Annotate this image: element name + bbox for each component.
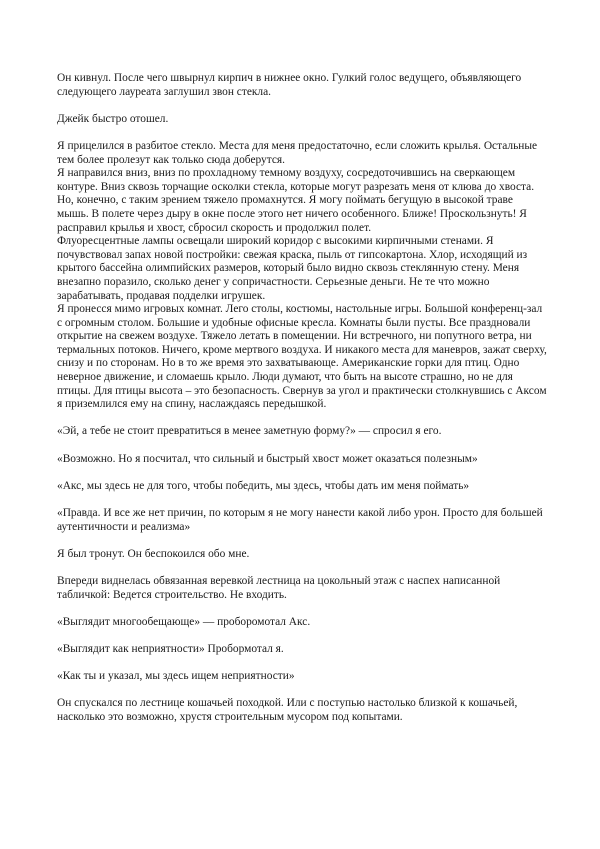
paragraph: Я прицелился в разбитое стекло. Места для меня предостаточно, если сложить крылья. Остальные тем более пролезут как только сюда доберутся.	[57, 139, 538, 166]
paragraph: Он кивнул. После чего швырнул кирпич в нижнее окно. Гулкий голос ведущего, объявляющего следующего лауреата заглушил звон стекла.	[57, 72, 522, 98]
paragraph: Впереди виднелась обвязанная веревкой лестница на цокольный этаж с наспех написанной табличкой: Ведется строительство. Не входить.	[57, 574, 501, 601]
paragraph: Я пронесся мимо игровых комнат. Лего столы, костюмы, настольные игры. Большой конференц-зал с огромным столом. Большие и удобные офисные кресла. Комнаты были пусты. Все праздновали открытие на свежем воздухе. Тяжело летать в помещении. Ни встречного, ни попутного ветра, ни термальных потоков. Ничего, кроме мертвого воздуха. И никакого места для маневров, зажат сверху, снизу и по сторонам. Но в то же время это захватывающе. Американские горки для птиц. Одно неверное движение, и сломаешь крыло. Люди думают, что быть на высоте страшно, но не для птицы. Для птицы высота – это безопасность. Свернув за угол и практически столкнувшись с Аксом я приземлился ему на спину, наслаждаясь передышкой.	[57, 303, 547, 411]
paragraph: Он спускался по лестнице кошачьей походкой. Или с поступью настолько близкой к кошачьей, насколько это возможно, хрустя строительным мусором под копытами.	[57, 697, 518, 723]
paragraph: Флуоресцентные лампы освещали широкий коридор с высокими кирпичными стенами. Я почувствовал запах новой постройки: свежая краска, пыль от гипсокартона. Хлор, исходящий из крытого бассейна олимпийских размеров, который было видно сквозь стеклянную стену. Меня внезапно поразило, сколько денег у сопричастности. Серьезные деньги. Не те что можно зарабатывать, продавая подделки игрушек.	[57, 235, 528, 302]
paragraph: «Акс, мы здесь не для того, чтобы победить, мы здесь, чтобы дать им меня поймать»	[57, 479, 470, 492]
paragraph: Я был тронут. Он беспокоился обо мне.	[57, 547, 250, 560]
paragraph: «Выглядит как неприятности» Пробормотал я.	[57, 642, 284, 655]
paragraph: «Возможно. Но я посчитал, что сильный и быстрый хвост может оказаться полезным»	[57, 452, 478, 465]
paragraph: «Правда. И все же нет причин, по которым я не могу нанести какой либо урон. Просто для большей аутентичности и реализма»	[57, 507, 543, 533]
paragraph: «Выглядит многообещающе» — проборомотал Акс.	[57, 615, 311, 628]
paragraph: Я направился вниз, вниз по прохладному темному воздуху, сосредоточившись на сверкающем контуре. Вниз сквозь торчащие осколки стекла, которые могут разрезать меня от клюва до хвоста. Но, конечно, с таким зрением тяжело промахнутся. Я могу поймать бегущую в высокой траве мышь. В полете через дыру в окне после этого нет ничего особенного. Ближе! Проскользнуть! Я расправил крылья и хвост, сбросил скорость и продолжил полет.	[57, 167, 535, 234]
paragraph: «Эй, а тебе не стоит превратиться в менее заметную форму?» — спросил я его.	[57, 425, 442, 438]
paragraph: «Как ты и указал, мы здесь ищем неприятности»	[57, 670, 295, 683]
paragraph: Джейк быстро отошел.	[57, 112, 169, 125]
document-text-body	[57, 72, 547, 725]
